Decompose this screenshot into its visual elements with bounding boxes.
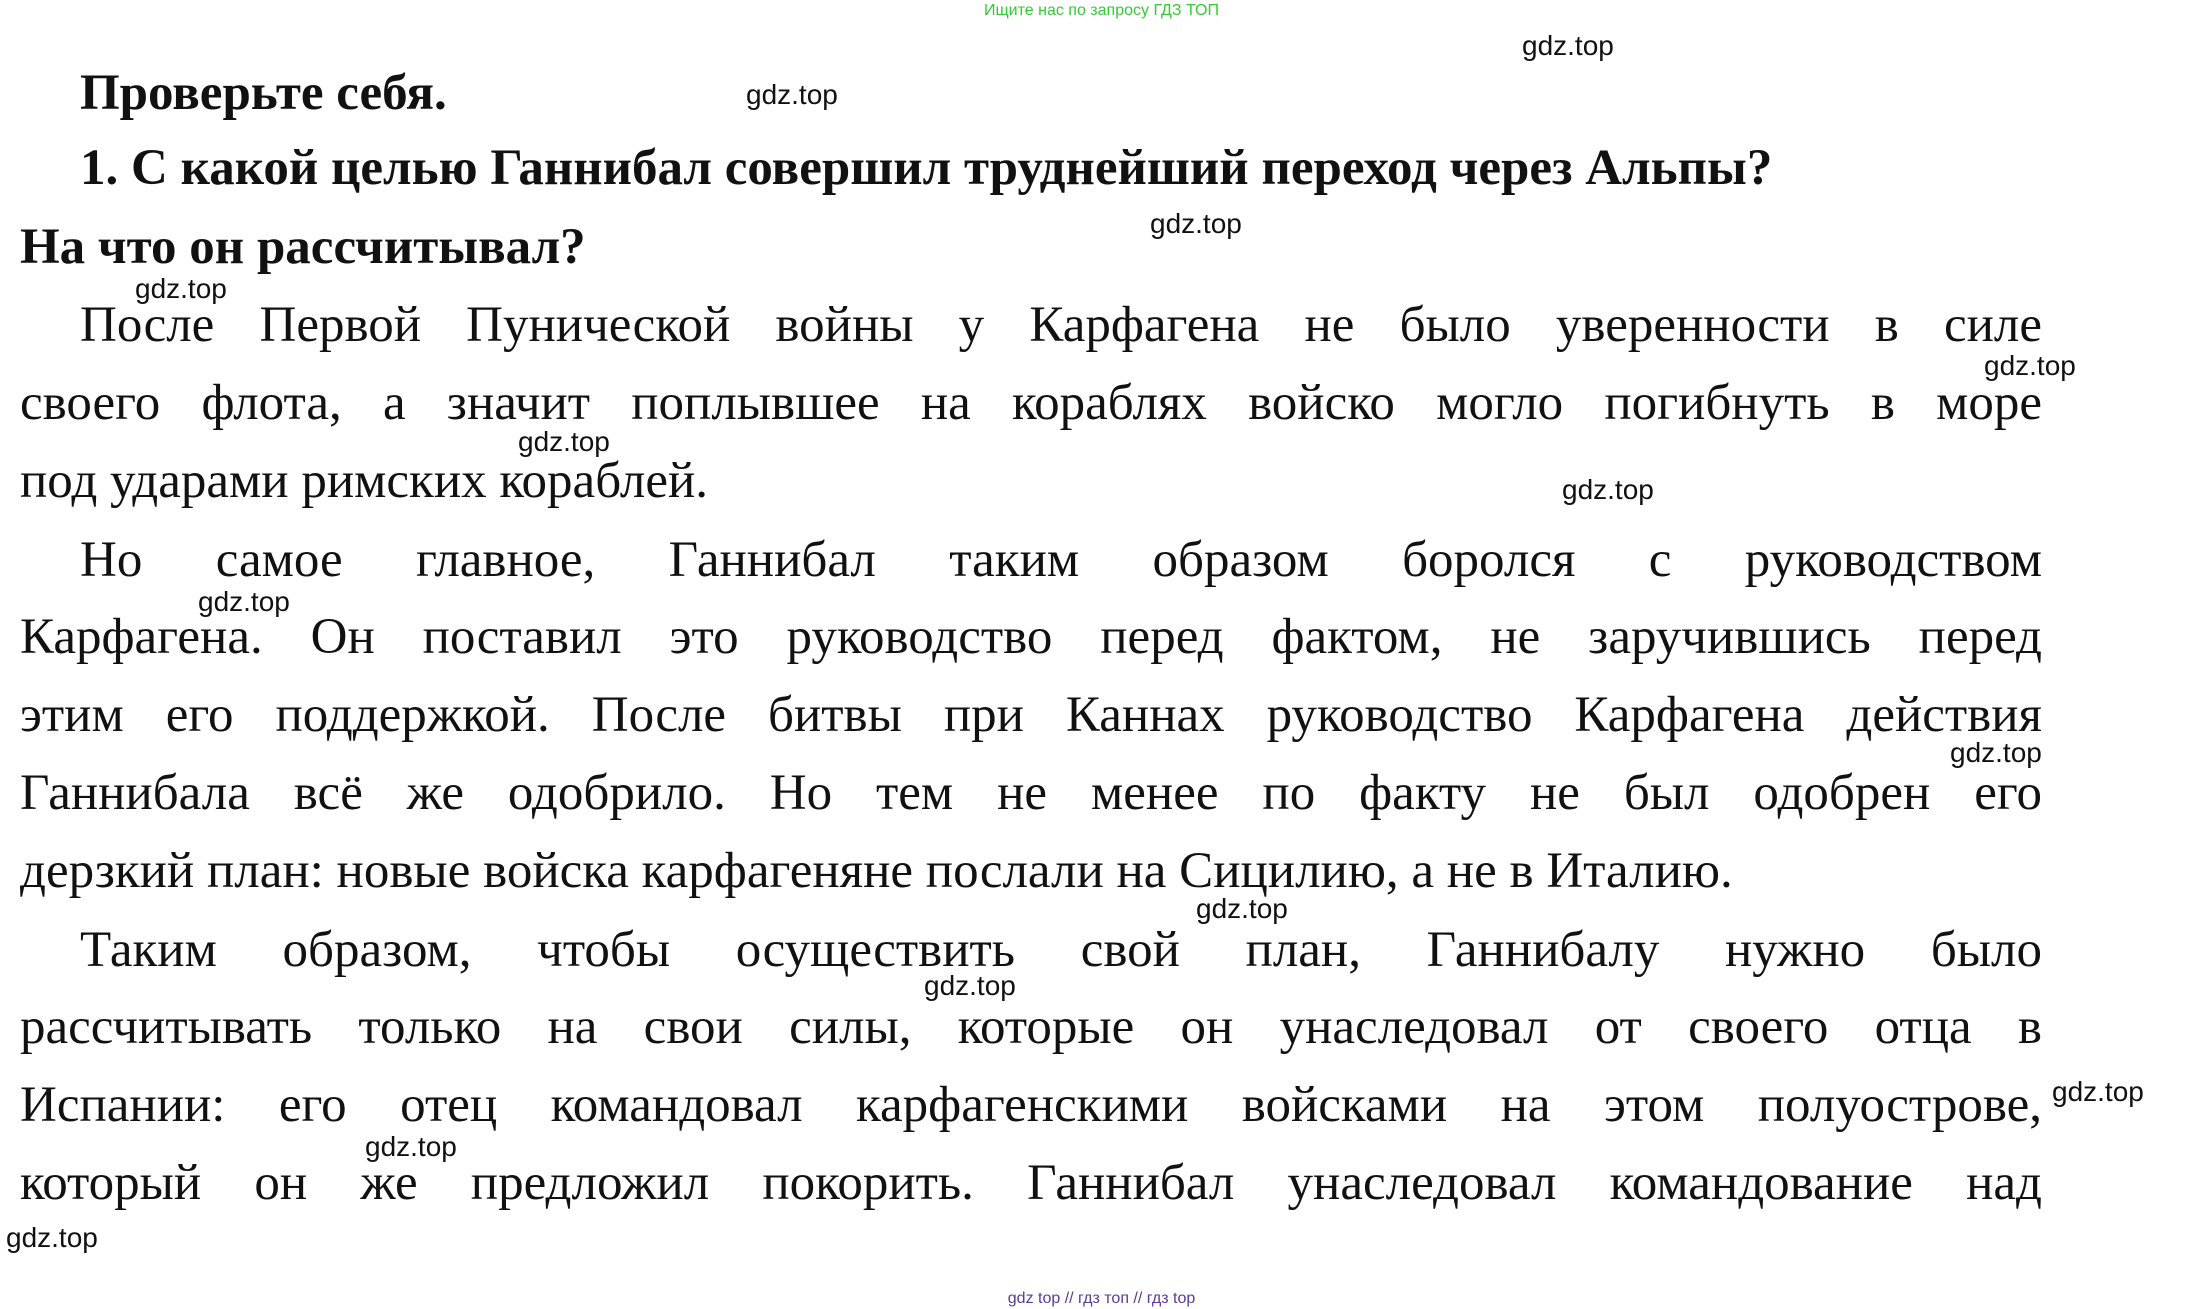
answer-line-4: Но самое главное, Ганнибал таким образом боролся с руководством: [80, 532, 2042, 588]
watermark: gdz.top: [1196, 893, 1288, 924]
answer-line-8: дерзкий план: новые войска карфагеняне послали на Сицилию, а не в Италию.: [20, 843, 1733, 899]
watermark: gdz.top: [2052, 1076, 2144, 1107]
watermark: gdz.top: [1150, 208, 1242, 239]
answer-line-9: Таким образом, чтобы осуществить свой план, Ганнибалу нужно было: [80, 922, 2042, 978]
watermark: gdz.top: [746, 79, 838, 110]
question-line-1: 1. С какой целью Ганнибал совершил труднейший переход через Альпы?: [80, 140, 1773, 196]
answer-line-5: Карфагена. Он поставил это руководство перед фактом, не заручившись перед: [20, 609, 2042, 665]
answer-line-6: этим его поддержкой. После битвы при Каннах руководство Карфагена действия: [20, 687, 2042, 743]
answer-line-7: Ганнибала всё же одобрило. Но тем не менее по факту не был одобрен его: [20, 765, 2042, 821]
watermark: gdz.top: [1950, 737, 2042, 768]
section-heading: Проверьте себя.: [80, 65, 447, 121]
answer-line-2: своего флота, а значит поплывшее на кораблях войско могло погибнуть в море: [20, 375, 2042, 431]
watermark: gdz.top: [6, 1222, 98, 1253]
watermark: gdz.top: [1984, 350, 2076, 381]
watermark: gdz.top: [518, 426, 610, 457]
watermark: gdz.top: [1562, 474, 1654, 505]
answer-line-1: После Первой Пунической войны у Карфагена не было уверенности в силе: [80, 297, 2042, 353]
watermark: gdz.top: [198, 586, 290, 617]
answer-line-11: Испании: его отец командовал карфагенскими войсками на этом полуострове,: [20, 1077, 2042, 1133]
watermark: gdz.top: [1522, 30, 1614, 61]
question-line-2: На что он рассчитывал?: [20, 219, 586, 275]
top-banner[interactable]: Ищите нас по запросу ГДЗ ТОП: [984, 2, 1219, 19]
watermark: gdz.top: [924, 970, 1016, 1001]
watermark: gdz.top: [135, 273, 227, 304]
answer-line-12: который он же предложил покорить. Ганнибал унаследовал командование над: [20, 1155, 2042, 1211]
answer-line-3: под ударами римских кораблей.: [20, 453, 709, 509]
footer-links[interactable]: gdz top // гдз топ // гдз top: [1007, 1290, 1196, 1307]
watermark: gdz.top: [365, 1131, 457, 1162]
answer-line-10: рассчитывать только на свои силы, которые он унаследовал от своего отца в: [20, 999, 2042, 1055]
